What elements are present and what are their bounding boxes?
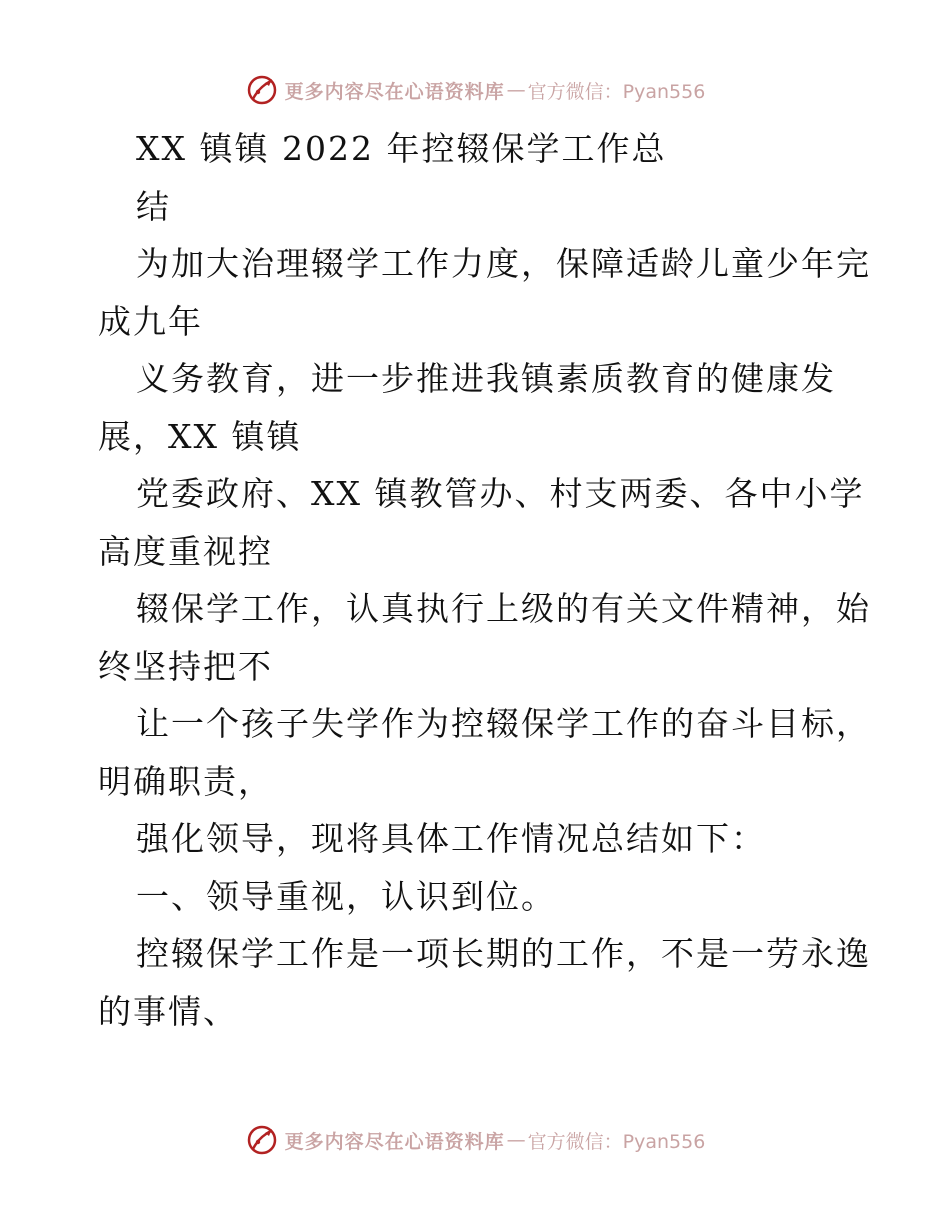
- watermark-contact: 官方微信：Pyan556: [527, 1130, 706, 1153]
- logo-icon: [245, 1123, 279, 1157]
- watermark-separator: —: [506, 1129, 526, 1151]
- text-line: 辍保学工作，认真执行上级的有关文件精神，始: [136, 589, 871, 628]
- text-line: XX 镇镇 2022 年控辍保学工作总: [136, 129, 667, 168]
- text-line: 党委政府、XX 镇教管办、村支两委、各中小学: [136, 474, 865, 513]
- text-line: 结: [136, 186, 171, 226]
- text-line: 一、领导重视，认识到位。: [136, 876, 556, 916]
- logo-icon: [245, 73, 279, 107]
- header-watermark: [0, 70, 950, 110]
- text-line: 高度重视控: [98, 531, 273, 571]
- text-line: 控辍保学工作是一项长期的工作，不是一劳永逸: [136, 934, 871, 973]
- text-line: 强化领导，现将具体工作情况总结如下：: [136, 819, 766, 858]
- watermark-contact: 官方微信：Pyan556: [527, 80, 706, 103]
- text-line: 展，XX 镇镇: [98, 416, 302, 456]
- text-line: 让一个孩子失学作为控辍保学工作的奋斗目标，: [136, 704, 871, 743]
- text-line: 明确职责，: [98, 761, 273, 801]
- text-line: 为加大治理辍学工作力度，保障适龄儿童少年完: [136, 244, 871, 283]
- watermark-separator: —: [506, 79, 526, 101]
- watermark-text: 更多内容尽在心语资料库: [284, 80, 505, 103]
- watermark-text: 更多内容尽在心语资料库: [284, 1130, 505, 1153]
- footer-watermark: [0, 1120, 950, 1160]
- text-line: 义务教育，进一步推进我镇素质教育的健康发: [136, 359, 836, 398]
- text-line: 终坚持把不: [98, 646, 273, 686]
- text-line: 成九年: [98, 301, 203, 341]
- text-line: 的事情、: [98, 991, 238, 1031]
- document-body: [98, 120, 871, 1040]
